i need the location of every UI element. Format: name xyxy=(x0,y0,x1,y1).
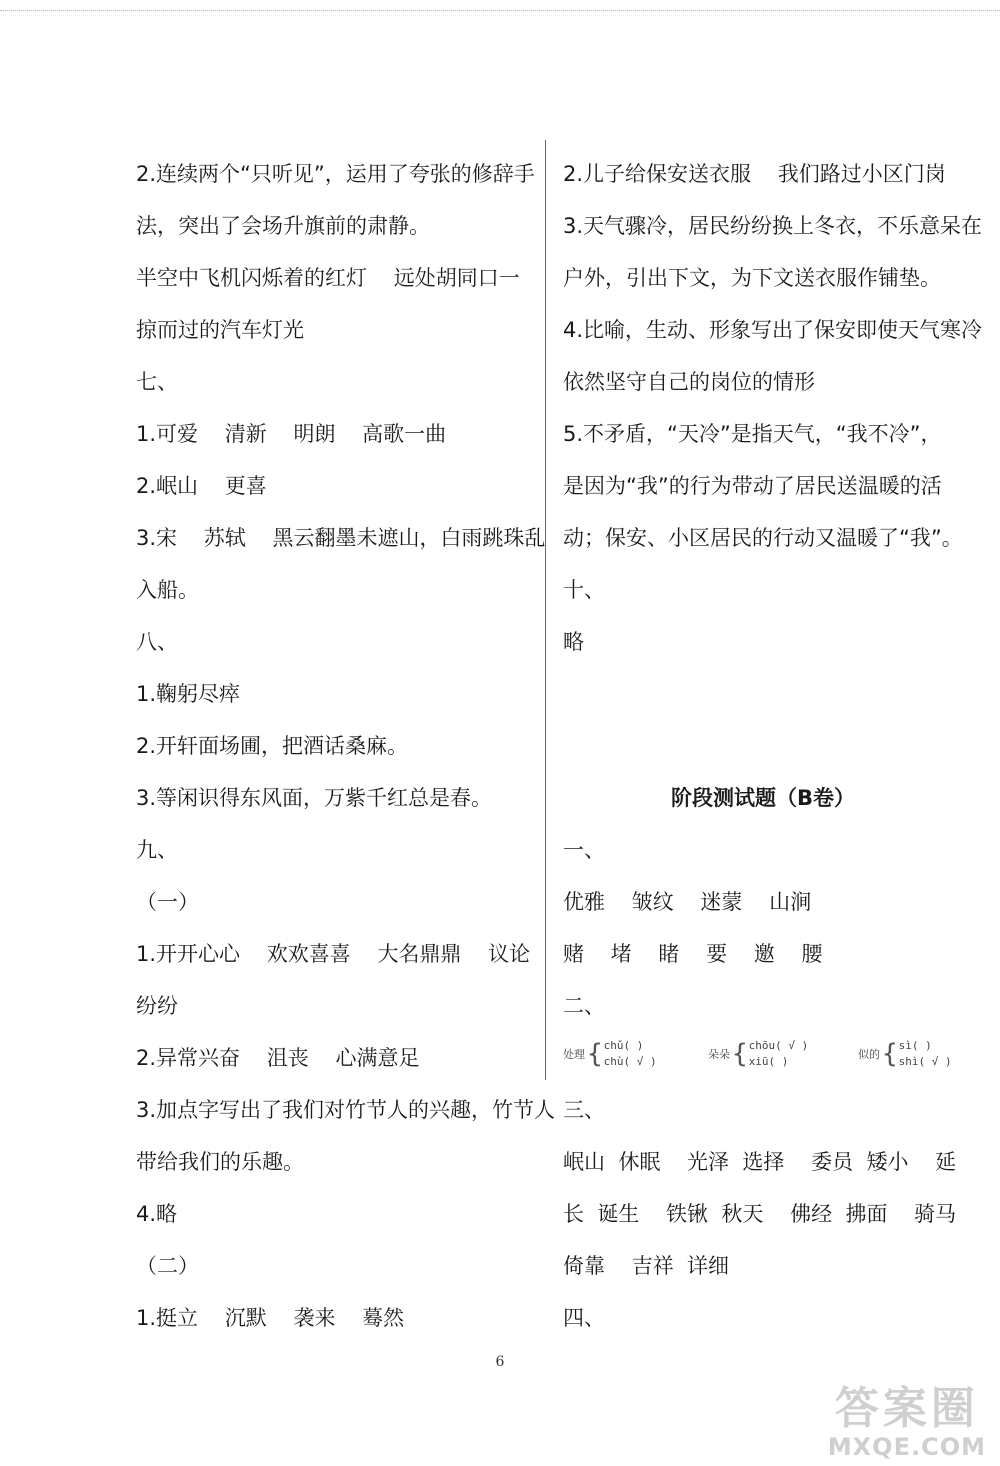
text-line: 掠而过的汽车灯光 xyxy=(136,318,304,342)
pinyin-option: shì( √ ) xyxy=(898,1055,952,1068)
pinyin-option: chǔ( ) xyxy=(603,1039,644,1052)
pinyin-options xyxy=(749,1038,809,1070)
text-line: 是因为“我”的行为带动了居民送温暖的活 xyxy=(563,474,942,498)
section-heading: 十、 xyxy=(563,578,605,602)
text-line: 2.儿子给保安送衣服 我们路过小区门岗 xyxy=(563,162,946,186)
text-line: 纷纷 xyxy=(136,994,178,1018)
pinyin-option: chù( √ ) xyxy=(603,1055,657,1068)
text-line: 法，突出了会场升旗前的肃静。 xyxy=(136,214,430,238)
blank-line xyxy=(563,720,963,772)
text-line: 1.开开心心 欢欢喜喜 大名鼎鼎 议论 xyxy=(136,942,531,966)
text-line: 3.宋 苏轼 黑云翻墨未遮山，白雨跳珠乱 xyxy=(136,526,546,550)
text-line: 动；保安、小区居民的行动又温暖了“我”。 xyxy=(563,526,963,550)
text-line: 依然坚守自己的岗位的情形 xyxy=(563,370,815,394)
section-b-title: 阶段测试题（B卷） xyxy=(670,786,855,810)
brace-icon: { xyxy=(732,1039,748,1069)
text-line: 3.等闲识得东风面，万紫千红总是春。 xyxy=(136,786,493,810)
pinyin-group xyxy=(563,1038,657,1070)
top-dotted-rule xyxy=(0,10,1000,11)
watermark-sub: MXQE.COM xyxy=(827,1433,986,1461)
pinyin-word: 朵朵 xyxy=(708,1048,730,1061)
text-line: 岷山 休眠 光泽 选择 委员 矮小 延 xyxy=(563,1150,957,1174)
watermark-logo xyxy=(828,1384,986,1460)
text-line: 3.天气骤冷，居民纷纷换上冬衣，不乐意呆在 xyxy=(563,214,983,238)
text-line: 带给我们的乐趣。 xyxy=(136,1150,304,1174)
pinyin-word: 处理 xyxy=(563,1048,585,1061)
text-line: 赌 堵 睹 要 邀 腰 xyxy=(563,942,823,966)
text-line: 4.比喻，生动、形象写出了保安即使天气寒冷 xyxy=(563,318,983,342)
text-line: 倚靠 吉祥 详细 xyxy=(563,1254,730,1278)
text-line: 优雅 皱纹 迷蒙 山涧 xyxy=(563,890,812,914)
text-line: 4.略 xyxy=(136,1202,178,1226)
text-line: 3.加点字写出了我们对竹节人的兴趣，竹节人 xyxy=(136,1098,556,1122)
text-line: 1.可爱 清新 明朗 高歌一曲 xyxy=(136,422,447,446)
pinyin-option: chōu( √ ) xyxy=(748,1039,809,1052)
section-heading: 九、 xyxy=(136,838,178,862)
text-line: 2.异常兴奋 沮丧 心满意足 xyxy=(136,1046,420,1070)
page-number: 6 xyxy=(495,1354,505,1370)
pinyin-options xyxy=(604,1038,657,1070)
section-heading: 四、 xyxy=(563,1306,605,1330)
section-heading: 七、 xyxy=(136,370,178,394)
column-divider xyxy=(545,140,546,1080)
text-line: 2.连续两个“只听见”，运用了夸张的修辞手 xyxy=(136,162,535,186)
text-line: 长 诞生 铁锹 秋天 佛经 拂面 骑马 xyxy=(563,1202,957,1226)
subsection-heading: （一） xyxy=(136,890,199,914)
pinyin-options xyxy=(899,1038,952,1070)
subsection-heading: （二） xyxy=(136,1254,199,1278)
text-line: 半空中飞机闪烁着的红灯 远处胡同口一 xyxy=(136,266,520,290)
pinyin-option: sì( ) xyxy=(898,1039,932,1052)
text-line: 5.不矛盾，“天冷”是指天气，“我不冷”， xyxy=(563,422,942,446)
text-line: 略 xyxy=(563,630,584,654)
pinyin-row xyxy=(563,1032,963,1084)
brace-icon: { xyxy=(587,1039,603,1069)
text-line: 入船。 xyxy=(136,578,199,602)
pinyin-group xyxy=(708,1038,808,1070)
text-line: 1.鞠躬尽瘁 xyxy=(136,682,241,706)
brace-icon: { xyxy=(882,1039,898,1069)
right-column xyxy=(563,148,983,1344)
section-heading: 八、 xyxy=(136,630,178,654)
watermark-main: 答案圈 xyxy=(834,1383,979,1434)
section-heading: 三、 xyxy=(563,1098,605,1122)
section-heading: 二、 xyxy=(563,994,605,1018)
left-column xyxy=(136,148,556,1344)
text-line: 户外，引出下文，为下文送衣服作铺垫。 xyxy=(563,266,941,290)
text-line: 1.挺立 沉默 袭来 蓦然 xyxy=(136,1306,405,1330)
pinyin-group xyxy=(858,1038,952,1070)
pinyin-option: xiū( ) xyxy=(748,1055,789,1068)
text-line: 2.开轩面场圃，把酒话桑麻。 xyxy=(136,734,409,758)
blank-line xyxy=(563,668,963,720)
pinyin-word: 似的 xyxy=(858,1048,880,1061)
text-line: 2.岷山 更喜 xyxy=(136,474,267,498)
section-heading: 一、 xyxy=(563,838,605,862)
